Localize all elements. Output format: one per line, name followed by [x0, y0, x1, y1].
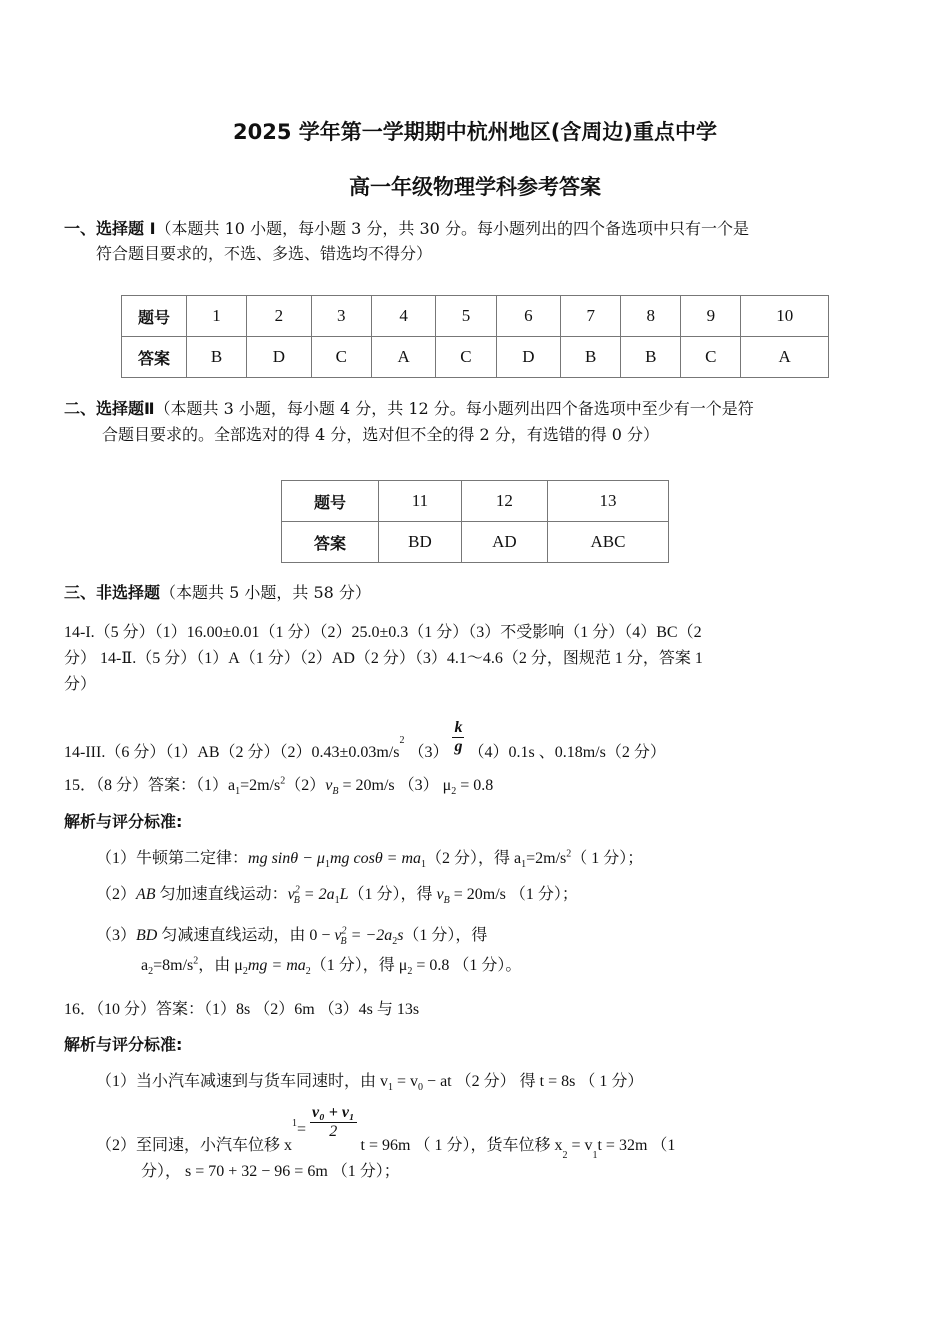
- q15-s1-d: （ 1 分）；: [571, 850, 644, 867]
- q16-step-2-cont: 分）， s = 70 + 32 − 96 = 6m （1 分）；: [141, 1163, 400, 1180]
- q16-step-2: （2）至同速，小汽车位移 $x^1=$ $\frac{\text{v₀ + v₁}}{2}$ t = 96m （ 1 分），货车位移 $x_2 = v_1t = 32m$ （1: [96, 1104, 676, 1162]
- table-cell: 4: [371, 296, 436, 337]
- table-header-number: 题号: [282, 481, 379, 522]
- q16-s1-c: − at （2 分） 得 t = 8s （ 1 分）: [423, 1073, 644, 1090]
- section-1-desc-1: （本题共 10 小题，每小题 3 分，共 30 分。每小题列出的四个备选项中只有一个是: [155, 219, 749, 238]
- q15-s4-a: a: [141, 957, 149, 974]
- q15-s2-b: AB: [136, 886, 156, 903]
- fraction-denominator: 2: [329, 1123, 338, 1140]
- q15-part-b: （2）: [285, 777, 326, 794]
- q14-line-3: 分）: [64, 676, 97, 693]
- table-cell: 2: [247, 296, 312, 337]
- table-row: [282, 481, 669, 522]
- section-2-desc-1: （本题共 3 小题，每小题 4 分，共 12 分。每小题列出四个备选项中至少有一个是符: [154, 399, 754, 418]
- q15-s2-a: （2）: [96, 886, 137, 903]
- q15-s1-c: =2m/s: [526, 850, 567, 867]
- fraction-denominator: g: [454, 738, 463, 755]
- q15-s2-eq: = 2a: [299, 886, 335, 903]
- table-cell: D: [247, 337, 312, 378]
- q15-s3-d: （1 分），得: [403, 927, 488, 944]
- q15-s4-d: mg = ma: [247, 957, 306, 974]
- q16-s2-fraction: [310, 1104, 356, 1141]
- table-cell: 13: [547, 481, 668, 522]
- q15-s1-eq2: mg cosθ = ma: [329, 850, 422, 867]
- q16-step-1: （1）当小汽车减速到与货车同速时，由 $v_1 = v_0$ − at （2 分） 得 t = 8s （ 1 分）: [96, 1073, 644, 1094]
- section-2-heading: 二、选择题Ⅱ: [64, 399, 155, 418]
- q15-s4-e: （1 分），得 μ: [310, 957, 408, 974]
- table-cell: AD: [461, 522, 547, 563]
- q15-s2-c: 匀加速直线运动：: [155, 886, 288, 903]
- table-cell: C: [681, 337, 741, 378]
- table-cell: 1: [187, 296, 247, 337]
- q15-part-c: = 20m/s （3） μ: [338, 777, 452, 794]
- q15-step-2: （2）AB 匀加速直线运动：$v^2_B = 2a_1L(1$ 分），得 $v_B = 20m/s$ （1 分）；: [96, 884, 578, 907]
- table-cell: C: [311, 337, 371, 378]
- q15-s3-a: （3）: [96, 927, 137, 944]
- table-row: [122, 296, 829, 337]
- q15-s4-b: =8m/s: [153, 957, 194, 974]
- q15-s3-c: 匀减速直线运动，由 0 −: [157, 927, 335, 944]
- q14-iii-sup: 2: [399, 734, 405, 746]
- table-cell: 12: [461, 481, 547, 522]
- q16-s2-c: = v: [567, 1137, 593, 1155]
- q15-analysis-heading: 解析与评分标准:: [64, 812, 183, 831]
- table-header-answer: 答案: [282, 522, 379, 563]
- q14-iii-fraction: [452, 719, 464, 756]
- table-cell: 7: [561, 296, 621, 337]
- table-cell: 10: [741, 296, 829, 337]
- table-cell: B: [187, 337, 247, 378]
- q15-step-3: （3）BD 匀减速直线运动，由 $0 - v^2_B = -2a_2s(1$ 分），得: [96, 925, 488, 948]
- table-cell: 5: [436, 296, 496, 337]
- q14-iii-b: （3）: [408, 744, 449, 762]
- answer-table-2: [281, 480, 669, 563]
- table-cell: A: [741, 337, 829, 378]
- table-cell: 11: [379, 481, 462, 522]
- section-2-desc-2: 合题目要求的。全部选对的得 4 分，选对但不全的得 2 分，有选错的得 0 分）: [102, 425, 660, 444]
- q16-analysis-heading: 解析与评分标准:: [64, 1035, 183, 1054]
- q14-line-1: 14-I.（5 分）（1）16.00±0.01（1 分）（2）25.0±0.3（1 分）（3）不受影响（1 分）（4）BC（2: [64, 624, 702, 641]
- q16-s2-b: t = 96m （ 1 分），货车位移 x: [360, 1137, 563, 1155]
- q16-s1-b: = v: [393, 1073, 419, 1090]
- q15-s2-e: = 20m/s （1 分）；: [449, 886, 578, 903]
- table-row: [282, 522, 669, 563]
- q15-answer-line: 15．（8 分）答案：$(1)a_1=2m/s^2(2)v_B = 20m/s$ （3） $\mu_2 = 0.8$: [64, 775, 494, 798]
- q15-s2-eq2: L: [339, 886, 349, 903]
- q15-step-1: （1）牛顿第二定律：mg $\sin\theta - \mu_1mg$ $\cos\theta = ma_1(2$ 分），得 $a_1=2m/s^2$（ 1 分）；: [96, 848, 644, 871]
- table-cell: 9: [681, 296, 741, 337]
- section-3-line: [64, 580, 371, 603]
- table-cell: 6: [496, 296, 561, 337]
- q15-s1-eq: mg sinθ − μ: [248, 850, 325, 867]
- table-header-answer: 答案: [122, 337, 187, 378]
- table-cell: 3: [311, 296, 371, 337]
- section-1-heading: 一、选择题 Ⅰ: [64, 219, 156, 238]
- q15-s2-d: （1 分），得: [348, 886, 437, 903]
- section-2-line-1: [64, 396, 754, 419]
- title-line-1: 2025 学年第一学期期中杭州地区(含周边)重点中学: [233, 120, 717, 144]
- fraction-numerator: k: [454, 719, 463, 736]
- q14-line-2: 分） 14-Ⅱ.（5 分）（1）A（1 分）（2）AD（2 分）（3）4.1～4.6（2 分，图规范 1 分，答案 1: [64, 650, 703, 667]
- fraction-numerator: v₀ + v₁: [312, 1104, 355, 1121]
- q15-s4-c: ，由 μ: [198, 957, 243, 974]
- section-1-line-1: [64, 216, 749, 239]
- q15-s1-a: （1）牛顿第二定律：: [96, 850, 249, 867]
- q15-line: 15．（8 分）答案：（1）a: [64, 777, 236, 794]
- section-3-heading: 三、非选择题: [64, 583, 161, 602]
- table-row: [122, 337, 829, 378]
- table-cell: A: [371, 337, 436, 378]
- q14-iii-c: （4）0.1s 、0.18m/s（2 分）: [468, 744, 666, 762]
- section-1-desc-2: 符合题目要求的，不选、多选、错选均不得分）: [96, 244, 433, 263]
- q14-iii-a: 14-III.（6 分）（1）AB（2 分）（2）0.43±0.03m/s: [64, 744, 400, 762]
- q16-s2-d: t = 32m （1: [597, 1137, 676, 1155]
- table-cell: C: [436, 337, 496, 378]
- table-cell: B: [561, 337, 621, 378]
- answer-table-1: [121, 295, 829, 378]
- q16-s1-a: （1）当小汽车减速到与货车同速时，由 v: [96, 1073, 389, 1090]
- q15-s4-f: = 0.8 （1 分）。: [412, 957, 522, 974]
- table-cell: D: [496, 337, 561, 378]
- title-line-2: 高一年级物理学科参考答案: [349, 175, 601, 199]
- table-cell: BD: [379, 522, 462, 563]
- q15-s3-b: BD: [136, 927, 158, 944]
- q14-iii-line: [64, 705, 666, 762]
- table-cell: ABC: [547, 522, 668, 563]
- table-cell: 8: [621, 296, 681, 337]
- q15-step-3-cont: $a_2=8m/s^2$，由 $\mu_2mg = ma_2(1$ 分），得 $\mu_2 = 0.8$ （1 分）。: [141, 955, 522, 978]
- q16-s2-a: （2）至同速，小汽车位移 x: [96, 1137, 293, 1155]
- q15-s1-b: （2 分），得 a: [426, 850, 522, 867]
- q15-part-d: = 0.8: [456, 777, 494, 794]
- q16-answer-line: 16．（10 分）答案：（1）8s （2）6m （3）4s 与 13s: [64, 1001, 420, 1018]
- table-cell: B: [621, 337, 681, 378]
- q15-s3-eq: = −2a: [346, 927, 393, 944]
- q15-part-a: =2m/s: [240, 777, 281, 794]
- table-header-number: 题号: [122, 296, 187, 337]
- q15-s3-eq2: s: [397, 927, 404, 944]
- section-3-desc: （本题共 5 小题，共 58 分）: [160, 583, 371, 602]
